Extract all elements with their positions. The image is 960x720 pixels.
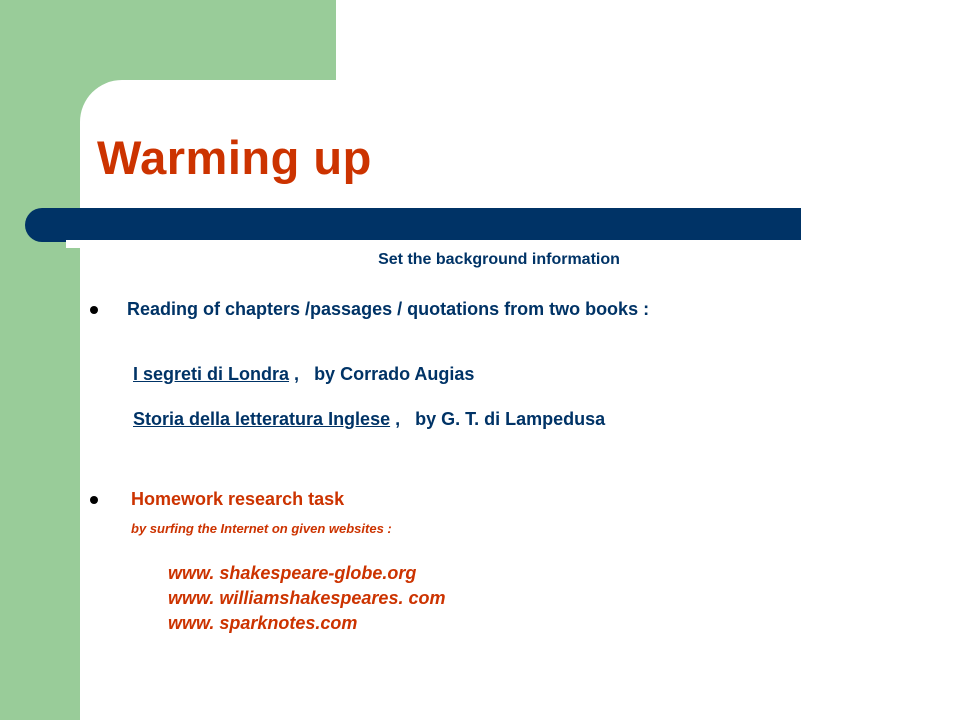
book-link-storia-letteratura-inglese[interactable]: Storia della letteratura Inglese [133, 409, 391, 429]
website-link-williamshakespeares[interactable]: www. williamshakespeares. com [168, 588, 446, 608]
title-divider-bar [25, 208, 801, 242]
book-line-1 [133, 364, 474, 385]
website-link-shakespeare-globe[interactable]: www. shakespeare-globe.org [168, 563, 417, 583]
title-divider-notch [66, 240, 801, 248]
bullet-reading-text: Reading of chapters /passages / quotations from two books : [127, 299, 650, 319]
website-link-sparknotes[interactable]: www. sparknotes.com [168, 613, 358, 633]
book-author: by G. T. di Lampedusa [415, 409, 606, 429]
bullet-homework-text: Homework research task [131, 489, 345, 509]
bullet-dot [90, 306, 98, 314]
slide-subtitle: Set the background information [378, 251, 620, 268]
book-line-2 [133, 409, 605, 430]
book-author: by Corrado Augias [314, 364, 475, 384]
book-link-segreti-di-londra[interactable]: I segreti di Londra [133, 364, 290, 384]
book-separator: , [390, 409, 406, 429]
bullet-dot [90, 496, 98, 504]
slide-title: Warming up [97, 131, 372, 184]
bullet-homework-subtext: by surfing the Internet on given websites : [131, 521, 392, 536]
book-separator: , [289, 364, 305, 384]
